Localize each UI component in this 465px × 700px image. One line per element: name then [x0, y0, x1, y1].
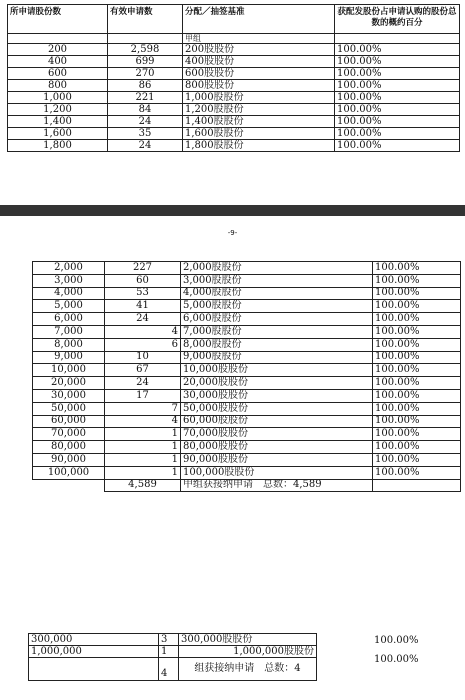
- count-cell: 41: [105, 300, 181, 313]
- page-number: -9-: [227, 229, 238, 237]
- count-cell: 4: [105, 415, 181, 428]
- table-row: [33, 428, 461, 441]
- table-header-row: [8, 5, 460, 34]
- count-cell: 1: [159, 646, 179, 658]
- total-count-cell: 4,589: [105, 479, 181, 492]
- basis-cell: 400股股份: [183, 56, 335, 68]
- percentage-cell: 100.00%: [335, 44, 460, 56]
- shares-cell: 800: [8, 80, 108, 92]
- table-row: [33, 300, 461, 313]
- shares-cell: 3,000: [33, 274, 105, 287]
- count-cell: 84: [108, 104, 183, 116]
- shares-cell: 20,000: [33, 377, 105, 390]
- basis-cell: 600股股份: [183, 68, 335, 80]
- shares-cell: 200: [8, 44, 108, 56]
- percentage-cell: 100.00%: [373, 453, 461, 466]
- table-row: [33, 338, 461, 351]
- table-row: [8, 44, 460, 56]
- basis-cell: 100,000股股份: [181, 466, 373, 479]
- total-row: [29, 658, 317, 681]
- count-cell: 24: [108, 116, 183, 128]
- shares-cell: 1,400: [8, 116, 108, 128]
- count-cell: 4: [105, 325, 181, 338]
- percentage-cell: 100.00%: [373, 441, 461, 454]
- shares-cell: 8,000: [33, 338, 105, 351]
- count-cell: 1: [105, 441, 181, 454]
- count-cell: 24: [105, 377, 181, 390]
- shares-cell: 70,000: [33, 428, 105, 441]
- basis-cell: 80,000股股份: [181, 441, 373, 454]
- table-row: [29, 646, 317, 658]
- count-cell: 227: [105, 262, 181, 275]
- shares-cell: 2,000: [33, 262, 105, 275]
- basis-cell: 5,000股股份: [181, 300, 373, 313]
- table-row: [8, 68, 460, 80]
- basis-cell: 20,000股股份: [181, 377, 373, 390]
- header-basis-of-allotment: 分配／抽签基准: [183, 5, 335, 34]
- percentage-cell: 100.00%: [373, 313, 461, 326]
- table-row: [33, 364, 461, 377]
- shares-cell: 100,000: [33, 466, 105, 479]
- percentage-cell: 100.00%: [373, 364, 461, 377]
- allotment-table-middle: [32, 261, 461, 492]
- percentage-cell: 100.00%: [373, 415, 461, 428]
- header-valid-applications: 有效申请数: [108, 5, 183, 34]
- table-row: [33, 287, 461, 300]
- count-cell: 2,598: [108, 44, 183, 56]
- basis-cell: 1,800股股份: [183, 140, 335, 152]
- total-count-cell: 4: [159, 658, 179, 681]
- basis-cell: 200股股份: [183, 44, 335, 56]
- allotment-table-bottom: [28, 633, 317, 681]
- shares-cell: 1,800: [8, 140, 108, 152]
- header-shares-applied: 所申请股份数: [8, 5, 108, 34]
- count-cell: 221: [108, 92, 183, 104]
- percentage-cell: 100.00%: [373, 466, 461, 479]
- count-cell: 3: [159, 634, 179, 646]
- table-row: [33, 313, 461, 326]
- basis-cell: 70,000股股份: [181, 428, 373, 441]
- basis-cell: 90,000股股份: [181, 453, 373, 466]
- shares-cell: 1,000,000: [29, 646, 159, 658]
- basis-cell: 10,000股股份: [181, 364, 373, 377]
- basis-cell: 2,000股股份: [181, 262, 373, 275]
- table-row: [33, 274, 461, 287]
- shares-cell: 4,000: [33, 287, 105, 300]
- table-row: [33, 453, 461, 466]
- shares-cell: 10,000: [33, 364, 105, 377]
- percentage-cell: 100.00%: [335, 68, 460, 80]
- count-cell: 24: [105, 313, 181, 326]
- table-row: [33, 262, 461, 275]
- basis-cell: 9,000股股份: [181, 351, 373, 364]
- basis-cell: 6,000股股份: [181, 313, 373, 326]
- basis-cell: 7,000股股份: [181, 325, 373, 338]
- shares-cell: 1,000: [8, 92, 108, 104]
- shares-cell: 80,000: [33, 441, 105, 454]
- percentage-cell: 100.00%: [373, 351, 461, 364]
- shares-cell: 600: [8, 68, 108, 80]
- shares-cell: 50,000: [33, 402, 105, 415]
- table-row: [33, 377, 461, 390]
- percentage-cell: 100.00%: [373, 428, 461, 441]
- shares-cell: 9,000: [33, 351, 105, 364]
- percentage-cell: 100.00%: [335, 92, 460, 104]
- shares-cell: 1,200: [8, 104, 108, 116]
- basis-cell: 1,000,000股股份: [179, 646, 317, 658]
- group-label: 甲组: [183, 34, 335, 44]
- basis-cell: 300,000股股份: [179, 634, 317, 646]
- percentage-cell: 100.00%: [335, 116, 460, 128]
- table-row: [8, 56, 460, 68]
- total-label-cell: 甲组获接纳申请 总数：4,589: [181, 479, 373, 492]
- basis-cell: 50,000股股份: [181, 402, 373, 415]
- table-row: [8, 80, 460, 92]
- basis-cell: 800股股份: [183, 80, 335, 92]
- percentage-cell: 100.00%: [335, 104, 460, 116]
- basis-cell: 8,000股股份: [181, 338, 373, 351]
- allotment-table-top: [7, 4, 460, 152]
- count-cell: 35: [108, 128, 183, 140]
- shares-cell: 7,000: [33, 325, 105, 338]
- count-cell: 1: [105, 428, 181, 441]
- shares-cell: 5,000: [33, 300, 105, 313]
- percentage-cell: 100.00%: [374, 635, 419, 646]
- table-row: [33, 402, 461, 415]
- percentage-cell: 100.00%: [373, 325, 461, 338]
- count-cell: 24: [108, 140, 183, 152]
- total-label-cell: 组获接纳申请 总数：4: [179, 658, 317, 681]
- table-row: [8, 128, 460, 140]
- percentage-cell: 100.00%: [373, 300, 461, 313]
- percentage-cell: 100.00%: [373, 389, 461, 402]
- basis-cell: 30,000股股份: [181, 389, 373, 402]
- basis-cell: 1,200股股份: [183, 104, 335, 116]
- count-cell: 1: [105, 466, 181, 479]
- percentage-cell: 100.00%: [335, 80, 460, 92]
- shares-cell: 30,000: [33, 389, 105, 402]
- basis-cell: 1,400股股份: [183, 116, 335, 128]
- table-row: [33, 441, 461, 454]
- shares-cell: 60,000: [33, 415, 105, 428]
- page-divider: [0, 205, 465, 216]
- count-cell: 1: [105, 453, 181, 466]
- percentage-cell: 100.00%: [374, 654, 419, 665]
- table-row: [33, 389, 461, 402]
- count-cell: 17: [105, 389, 181, 402]
- table-row: [33, 415, 461, 428]
- count-cell: 270: [108, 68, 183, 80]
- count-cell: 699: [108, 56, 183, 68]
- count-cell: 7: [105, 402, 181, 415]
- table-row: [33, 351, 461, 364]
- table-row: [33, 325, 461, 338]
- table-row: [8, 140, 460, 152]
- basis-cell: 1,600股股份: [183, 128, 335, 140]
- shares-cell: 400: [8, 56, 108, 68]
- percentage-cell: 100.00%: [335, 128, 460, 140]
- basis-cell: 60,000股股份: [181, 415, 373, 428]
- total-row: [33, 479, 461, 492]
- count-cell: 67: [105, 364, 181, 377]
- header-approx-percentage: 获配发股份占申请认购的股份总数的概约百分: [335, 5, 460, 34]
- percentage-cell: 100.00%: [335, 140, 460, 152]
- table-row: [8, 116, 460, 128]
- table-row: [8, 104, 460, 116]
- percentage-cell: 100.00%: [373, 402, 461, 415]
- basis-cell: 3,000股股份: [181, 274, 373, 287]
- percentage-cell: 100.00%: [373, 274, 461, 287]
- table-row: [8, 92, 460, 104]
- shares-cell: 1,600: [8, 128, 108, 140]
- count-cell: 60: [105, 274, 181, 287]
- count-cell: 10: [105, 351, 181, 364]
- percentage-cell: 100.00%: [373, 287, 461, 300]
- group-label-row: [8, 34, 460, 44]
- count-cell: 53: [105, 287, 181, 300]
- shares-cell: 6,000: [33, 313, 105, 326]
- shares-cell: 300,000: [29, 634, 159, 646]
- count-cell: 86: [108, 80, 183, 92]
- percentage-cell: 100.00%: [373, 338, 461, 351]
- basis-cell: 1,000股股份: [183, 92, 335, 104]
- table-row: [33, 466, 461, 479]
- percentage-cell: 100.00%: [335, 56, 460, 68]
- shares-cell: 90,000: [33, 453, 105, 466]
- count-cell: 6: [105, 338, 181, 351]
- percentage-cell: 100.00%: [373, 262, 461, 275]
- percentage-cell: 100.00%: [373, 377, 461, 390]
- table-row: [29, 634, 317, 646]
- basis-cell: 4,000股股份: [181, 287, 373, 300]
